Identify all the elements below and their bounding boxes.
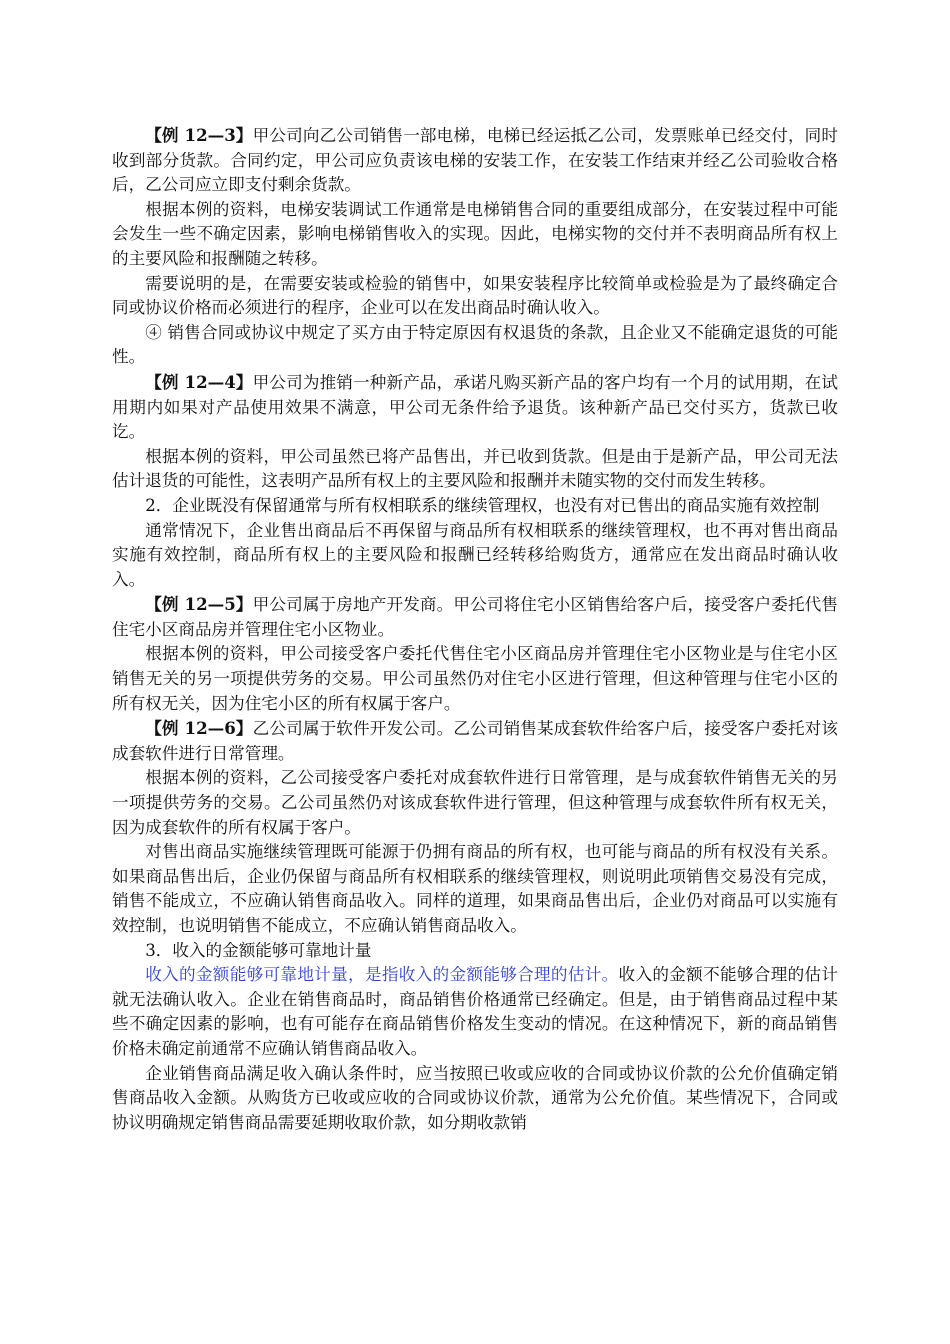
paragraph-text: 收入的金额不能够合理的估计就无法确认收入。企业在销售商品时，商品销售价格通常已经确定。但是，由于销售商品过程中某些不确定因素的影响，也有可能存在商品销售价格发生变动的情况。在这种情况下，新的商品销售价格未确定前通常不应确认销售商品收入。 [112,965,839,1058]
paragraph-list-item-4: ④ 销售合同或协议中规定了买方由于特定原因有权退货的条款，且企业又不能确定退货的可能性。 [112,322,838,367]
paragraph-example-12-6 [112,716,838,766]
paragraph: 需要说明的是，在需要安装或检验的销售中，如果安装程序比较简单或检验是为了最终确定合同或协议价格而必须进行的程序，企业可以在发出商品时确认收入。 [112,273,838,318]
example-tag: 【例 12—3】 [145,125,253,145]
paragraph: 根据本例的资料，甲公司接受客户委托代售住宅小区商品房并管理住宅小区物业是与住宅小区销售无关的另一项提供劳务的交易。甲公司虽然仍对住宅小区进行管理，但这种管理与住宅小区的所有权无关，因为住宅小区的所有权属于客户。 [112,644,838,713]
paragraph-text: 甲公司属于房地产开发商。甲公司将住宅小区销售给客户后，接受客户委托代售住宅小区商品房并管理住宅小区物业。 [112,595,838,639]
example-tag: 【例 12—4】 [145,371,253,392]
example-tag: 【例 12—6】 [145,718,253,739]
highlighted-text: 收入的金额能够可靠地计量，是指收入的金额能够合理的估计。 [145,965,619,985]
document-page [112,123,838,1135]
paragraph-highlighted [112,963,838,1061]
paragraph-text: 乙公司属于软件开发公司。乙公司销售某成套软件给客户后，接受客户委托对该成套软件进行日常管理。 [112,719,838,763]
paragraph: 通常情况下，企业售出商品后不再保留与商品所有权相联系的继续管理权，也不再对售出商品实施有效控制，商品所有权上的主要风险和报酬已经转移给购货方，通常应在发出商品时确认收入。 [112,520,838,589]
example-tag: 【例 12—5】 [145,594,253,615]
paragraph: 对售出商品实施继续管理既可能源于仍拥有商品的所有权，也可能与商品的所有权没有关系。如果商品售出后，企业仍保留与商品所有权相联系的继续管理权，则说明此项销售交易没有完成，销售不能成立，不应确认销售商品收入。同样的道理，如果商品售出后，企业仍对商品可以实施有效控制，也说明销售不能成立，不应确认销售商品收入。 [112,842,838,935]
paragraph: 根据本例的资料，甲公司虽然已将产品售出，并已收到货款。但是由于是新产品，甲公司无法估计退货的可能性，这表明产品所有权上的主要风险和报酬并未随实物的交付而发生转移。 [112,446,838,491]
paragraph: 企业销售商品满足收入确认条件时，应当按照已收或应收的合同或协议价款的公允价值确定销售商品收入金额。从购货方已收或应收的合同或协议价款，通常为公允价值。某些情况下，合同或协议明确规定销售商品需要延期收取价款，如分期收款销 [112,1063,838,1132]
paragraph-example-12-4 [112,370,838,445]
section-heading-3: 3．收入的金额能够可靠地计量 [145,940,372,960]
paragraph: 根据本例的资料，电梯安装调试工作通常是电梯销售合同的重要组成部分，在安装过程中可能会发生一些不确定因素，影响电梯销售收入的实现。因此，电梯实物的交付并不表明商品所有权上的主要风险和报酬随之转移。 [112,199,838,268]
paragraph-example-12-3 [112,123,838,198]
paragraph-example-12-5 [112,592,838,642]
paragraph: 根据本例的资料，乙公司接受客户委托对成套软件进行日常管理，是与成套软件销售无关的另一项提供劳务的交易。乙公司虽然仍对该成套软件进行管理，但这种管理与成套软件所有权无关，因为成套软件的所有权属于客户。 [112,768,838,837]
section-heading-2: 2．企业既没有保留通常与所有权相联系的继续管理权，也没有对已售出的商品实施有效控制 [145,495,820,515]
paragraph-text: 甲公司为推销一种新产品，承诺凡购买新产品的客户均有一个月的试用期，在试用期内如果对产品使用效果不满意，甲公司无条件给予退货。该种新产品已交付买方，货款已收讫。 [112,372,838,442]
paragraph-text: 甲公司向乙公司销售一部电梯，电梯已经运抵乙公司，发票账单已经交付，同时收到部分货款。合同约定，甲公司应负责该电梯的安装工作，在安装工作结束并经乙公司验收合格后，乙公司应立即支付剩余货款。 [112,126,838,195]
